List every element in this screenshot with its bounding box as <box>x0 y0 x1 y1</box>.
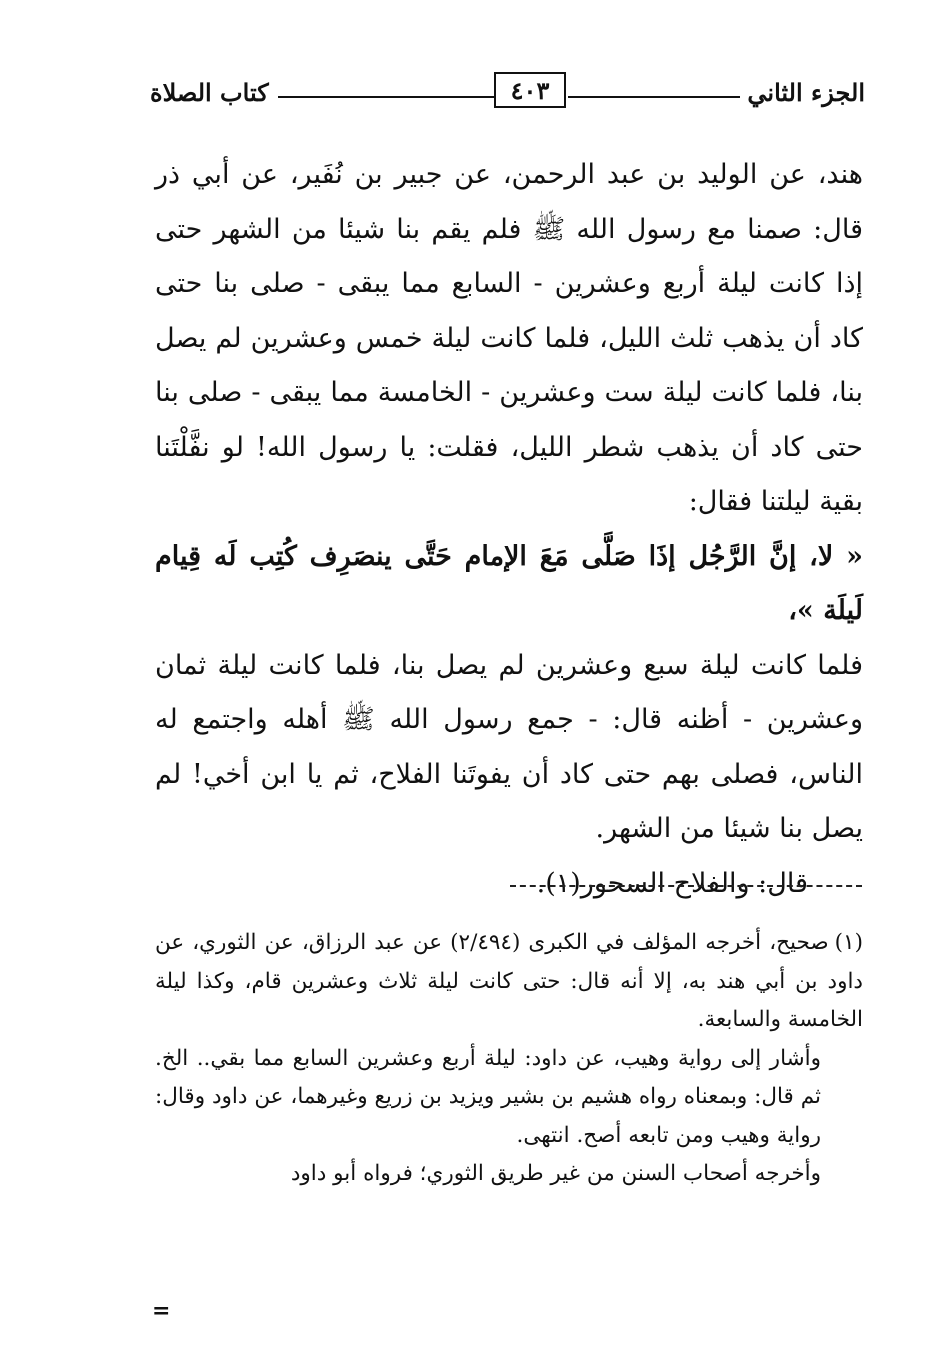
paragraph-3: قال: والفلاح السحور(١). <box>536 867 808 899</box>
footnote-number: (١) <box>834 930 863 955</box>
header-rule-left <box>278 96 494 98</box>
paragraph-1: هند، عن الوليد بن عبد الرحمن، عن جبير بن نُفَير، عن أبي ذر قال: صمنا مع رسول الله ﷺ فلم يقم بنا شيئا من الشهر حتى إذا كانت ليلة أربع وعشرين - السابع مما يبقى - صلى بنا حتى كاد أن يذهب ثلث الليل، فلما كانت ليلة خمس وعشرين لم يصل بنا، فلما كانت ليلة ست وعشرين - الخامسة مما يبقى - صلى بنا حتى كاد أن يذهب شطر الليل، فقلت: يا رسول الله! لو نفَّلْتَنا بقية ليلتنا فقال: <box>155 159 863 517</box>
footnote-1-text: صحيح، أخرجه المؤلف في الكبرى (٢/٤٩٤) عن عبد الرزاق، عن الثوري، عن داود بن أبي هند به، إلا أنه قال: حتى كانت ليلة ثلاث وعشرين قام، وكذا ليلة الخامسة والسابعة. <box>155 930 863 1032</box>
page-number: ٤٠٣ <box>494 72 566 108</box>
footnote-1-paragraph-3: وأخرجه أصحاب السنن من غير طريق الثوري؛ فرواه أبو داود <box>290 1161 821 1186</box>
part-title: الجزء الثاني <box>747 78 865 107</box>
footnote-1-paragraph-2: وأشار إلى رواية وهيب، عن داود: ليلة أربع وعشرين السابع مما بقي.. الخ. ثم قال: وبمعناه رواه هشيم بن بشير ويزيد بن زريع وغيرهما، عن داود وقال: رواية وهيب ومن تابعه أصح. انتهى. <box>155 1045 821 1148</box>
paragraph-2: فلما كانت ليلة سبع وعشرين لم يصل بنا، فلما كانت ليلة ثمان وعشرين - أظنه قال: - جمع رسول الله ﷺ أهله واجتمع له الناس، فصلى بهم حتى كاد أن يفوتَنا الفلاح، ثم يا ابن أخي! لم يصل بنا شيئا من الشهر. <box>155 649 863 844</box>
main-text <box>155 148 863 911</box>
footnote-1 <box>155 924 863 1040</box>
footnotes <box>155 924 863 1194</box>
header-rule-right <box>568 96 740 98</box>
hadith-quote: « لا، إنَّ الرَّجُل إذَا صَلَّى مَعَ الإمام حَتَّى ينصَرِف كُتِب لَه قِيام لَيلَة »، <box>155 540 863 626</box>
continuation-mark: = <box>152 1298 171 1324</box>
running-header <box>150 72 865 116</box>
footnote-separator <box>510 885 862 887</box>
book-title: كتاب الصلاة <box>150 78 269 107</box>
